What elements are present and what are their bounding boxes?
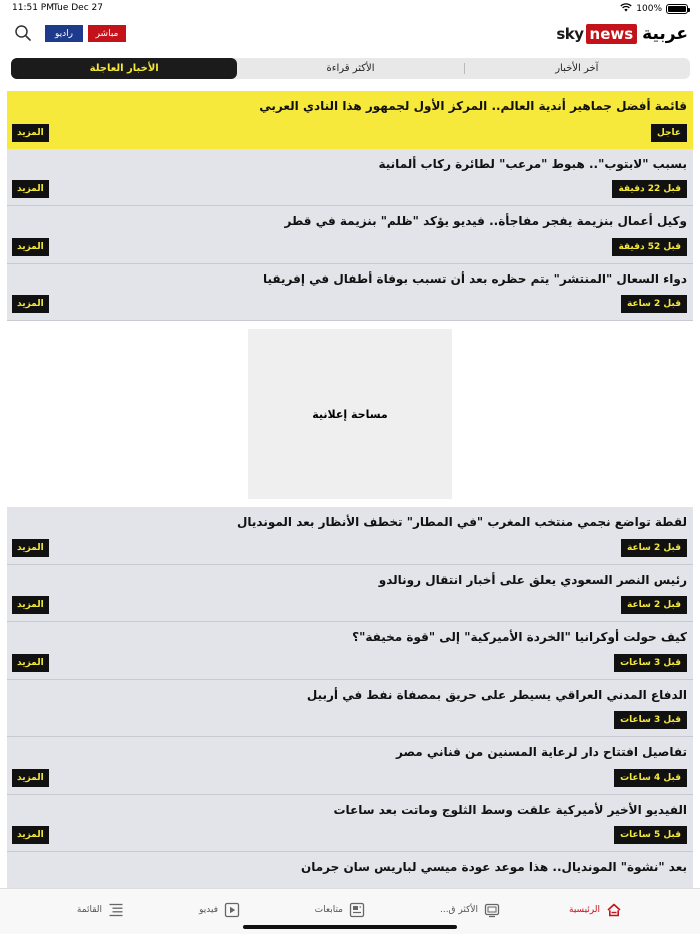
nav-video[interactable] bbox=[199, 900, 240, 920]
time-badge: قبل 3 ساعات bbox=[614, 711, 687, 729]
news-headline[interactable]: الدفاع المدني العراقي يسيطر على حريق بمصفاة نفط في أربيل bbox=[306, 687, 687, 702]
nav-follow[interactable] bbox=[315, 900, 365, 920]
more-button[interactable]: المزيد bbox=[12, 539, 49, 557]
battery-level bbox=[668, 6, 686, 12]
breaking-news-list bbox=[7, 91, 693, 321]
video-play-icon bbox=[224, 902, 240, 918]
status-bar bbox=[0, 0, 700, 18]
tab-most-read[interactable] bbox=[237, 58, 463, 79]
nav-home[interactable] bbox=[569, 900, 622, 920]
time-badge: قبل 2 ساعة bbox=[621, 596, 687, 614]
battery-icon bbox=[666, 4, 688, 14]
tab-label: آخر الأخبار bbox=[555, 63, 599, 74]
news-item[interactable] bbox=[7, 622, 693, 680]
status-right bbox=[620, 3, 688, 15]
news-item[interactable] bbox=[7, 565, 693, 623]
logo-arabic: عربية bbox=[642, 24, 688, 44]
news-headline[interactable]: كيف حولت أوكرانيا "الخردة الأميركية" إلى "قوة مخيفة"؟ bbox=[352, 630, 687, 644]
status-date: Tue Dec 27 bbox=[53, 3, 103, 13]
more-button[interactable]: المزيد bbox=[12, 180, 49, 198]
more-button[interactable]: المزيد bbox=[12, 124, 49, 142]
news-headline[interactable]: قائمة أفضل جماهير أندية العالم.. المركز الأول لجمهور هذا النادي العربي bbox=[259, 99, 687, 113]
tab-label: الأخبار العاجلة bbox=[89, 63, 159, 74]
radio-button[interactable]: راديو bbox=[45, 25, 83, 42]
news-headline[interactable]: تفاصيل افتتاح دار لرعاية المسنين من فناني مصر bbox=[396, 745, 687, 759]
news-item[interactable] bbox=[7, 795, 693, 853]
news-headline[interactable]: وكيل أعمال بنزيمة يفجر مفاجأة.. فيديو يؤكد "ظلم" بنزيمة في قطر bbox=[284, 214, 687, 228]
more-button[interactable]: المزيد bbox=[12, 826, 49, 844]
logo-news: news bbox=[586, 24, 638, 44]
nav-home-label: الرئيسية bbox=[569, 905, 600, 915]
tab-latest-news[interactable] bbox=[464, 58, 690, 79]
more-button[interactable]: المزيد bbox=[12, 596, 49, 614]
more-button[interactable]: المزيد bbox=[12, 769, 49, 787]
status-time: 11:51 PM bbox=[12, 3, 54, 13]
ad-label: مساحة إعلانية bbox=[312, 407, 388, 421]
live-button[interactable]: مباشر bbox=[88, 25, 126, 42]
nav-follow-label: متابعات bbox=[314, 905, 343, 915]
news-headline[interactable]: رئيس النصر السعودي يعلق على أخبار انتقال رونالدو bbox=[378, 572, 687, 587]
search-button[interactable] bbox=[14, 24, 36, 46]
more-button[interactable]: المزيد bbox=[12, 238, 49, 256]
more-button[interactable]: المزيد bbox=[12, 295, 49, 313]
bottom-tab-bar bbox=[0, 888, 700, 934]
news-item[interactable] bbox=[7, 680, 693, 738]
time-badge: قبل 5 ساعات bbox=[614, 826, 687, 844]
nav-menu[interactable] bbox=[77, 900, 124, 920]
tab-breaking-news[interactable] bbox=[11, 58, 237, 79]
news-headline[interactable]: دواء السعال "المنتشر" يتم حظره بعد أن تسبب بوفاة أطفال في إفريقيا bbox=[263, 271, 687, 286]
article-icon bbox=[349, 902, 365, 918]
time-badge: قبل 4 ساعات bbox=[614, 769, 687, 787]
news-item[interactable] bbox=[7, 91, 693, 149]
time-badge: قبل 2 ساعة bbox=[621, 295, 687, 313]
news-headline[interactable]: لقطة تواضع نجمي منتخب المغرب "في المطار" تخطف الأنظار بعد المونديال bbox=[236, 515, 687, 529]
nav-most-read[interactable] bbox=[440, 900, 500, 920]
nav-most-read-label: الأكثر ق... bbox=[439, 905, 478, 915]
news-headline[interactable]: الفيديو الأخير لأميركية علقت وسط الثلوج وماتت بعد ساعات bbox=[333, 802, 687, 817]
news-list bbox=[7, 507, 693, 910]
urgent-badge: عاجل bbox=[651, 124, 687, 142]
home-icon bbox=[606, 902, 622, 918]
search-icon bbox=[14, 24, 32, 42]
news-item[interactable] bbox=[7, 737, 693, 795]
wifi-icon bbox=[620, 3, 632, 15]
sky-news-arabia-logo[interactable] bbox=[556, 23, 688, 45]
news-item[interactable] bbox=[7, 206, 693, 264]
battery-percent: 100% bbox=[636, 4, 662, 14]
home-indicator[interactable] bbox=[243, 925, 457, 929]
more-button[interactable]: المزيد bbox=[12, 654, 49, 672]
news-item[interactable] bbox=[7, 507, 693, 565]
logo-sky: sky bbox=[556, 25, 584, 43]
time-badge: قبل 22 دقيقة bbox=[612, 180, 687, 198]
time-badge: قبل 3 ساعات bbox=[614, 654, 687, 672]
ad-placeholder[interactable] bbox=[248, 329, 452, 499]
news-item[interactable] bbox=[7, 264, 693, 322]
news-headline[interactable]: بعد "نشوة" المونديال.. هذا موعد عودة ميسي لباريس سان جرمان bbox=[300, 860, 687, 874]
nav-video-label: فيديو bbox=[199, 905, 218, 915]
news-tabs bbox=[11, 58, 690, 79]
app-header bbox=[0, 18, 700, 54]
nav-menu-label: القائمة bbox=[76, 905, 102, 915]
time-badge: قبل 2 ساعة bbox=[621, 539, 687, 557]
news-headline[interactable]: بسبب "لابتوب".. هبوط "مرعب" لطائرة ركاب ألمانية bbox=[378, 156, 687, 171]
menu-icon bbox=[108, 902, 124, 918]
monitor-icon bbox=[484, 902, 500, 918]
time-badge: قبل 52 دقيقة bbox=[612, 238, 687, 256]
news-item[interactable] bbox=[7, 149, 693, 207]
tab-divider bbox=[464, 63, 465, 74]
tab-label: الأكثر قراءة bbox=[326, 63, 375, 74]
